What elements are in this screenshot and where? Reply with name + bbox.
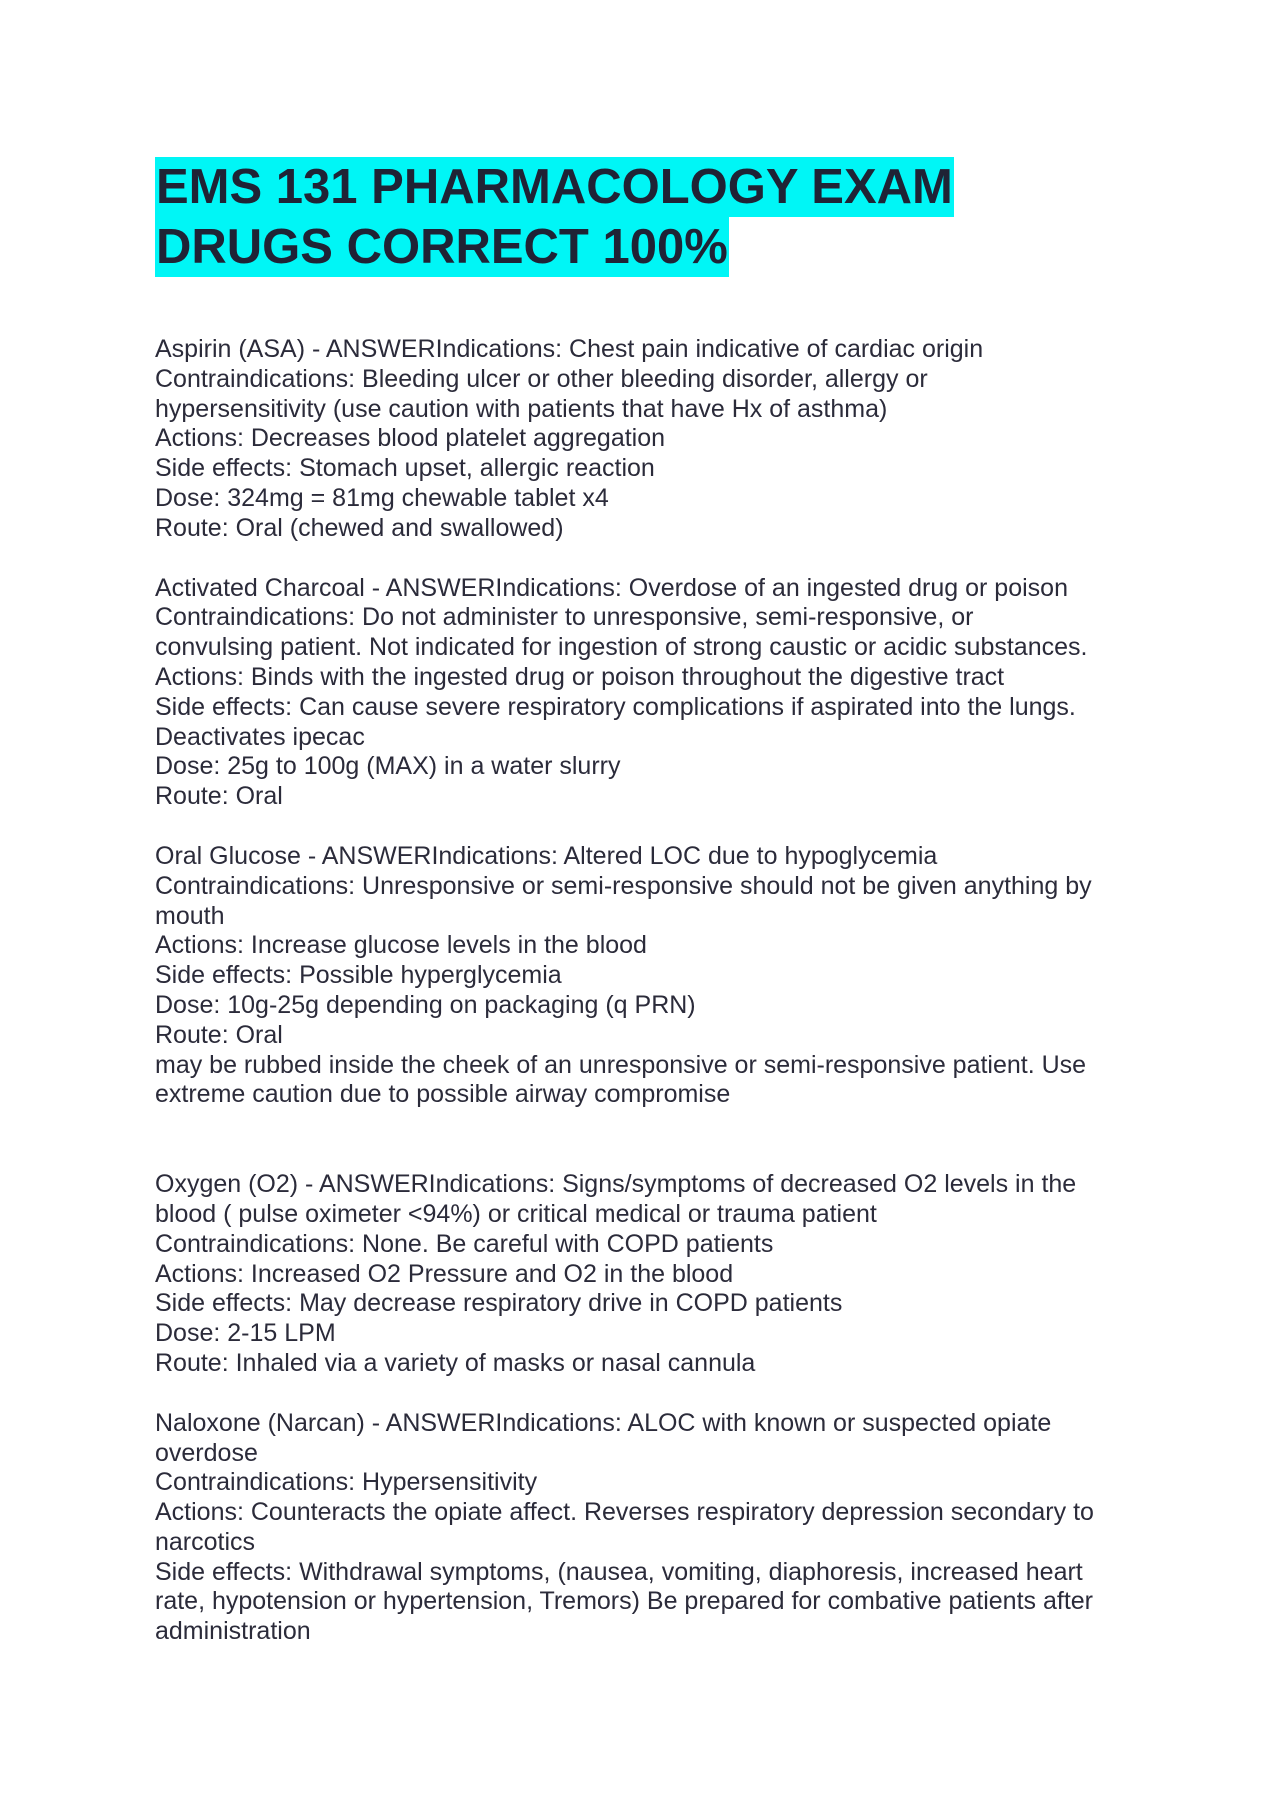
entry-line: overdose [155,1438,258,1467]
entry-line: hypersensitivity (use caution with patients that have Hx of asthma) [155,394,888,423]
entry-line: Contraindications: Do not administer to unresponsive, semi-responsive, or [155,603,974,632]
entry-line: Actions: Binds with the ingested drug or poison throughout the digestive tract [155,662,1005,691]
entry-line: Contraindications: Unresponsive or semi-responsive should not be given anything by [155,871,1092,900]
entry-line: narcotics [155,1527,256,1556]
entry-line: Actions: Decreases blood platelet aggregation [155,424,666,453]
document-page [155,157,1155,1677]
entry-line: convulsing patient. Not indicated for ingestion of strong caustic or acidic substances. [155,633,1088,662]
drug-entry-oral-glucose [155,842,1155,1110]
entry-line: Actions: Counteracts the opiate affect. Reverses respiratory depression secondary to [155,1498,1094,1527]
entry-line: administration [155,1617,311,1646]
entry-line: rate, hypotension or hypertension, Tremors) Be prepared for combative patients after [155,1587,1093,1616]
entry-line: Contraindications: Hypersensitivity [155,1468,538,1497]
entry-line: Activated Charcoal - ANSWERIndications: Overdose of an ingested drug or poison [155,573,1068,602]
entry-line: Route: Oral (chewed and swallowed) [155,513,564,542]
entry-line: Deactivates ipecac [155,722,365,751]
entry-line: Side effects: Withdrawal symptoms, (nausea, vomiting, diaphoresis, increased heart [155,1557,1083,1586]
entry-line: Aspirin (ASA) - ANSWERIndications: Chest pain indicative of cardiac origin [155,335,984,363]
title-line-1: EMS 131 PHARMACOLOGY EXAM [155,157,954,217]
entry-line: blood ( pulse oximeter <94%) or critical medical or trauma patient [155,1199,877,1228]
entry-line: extreme caution due to possible airway compromise [155,1080,731,1109]
document-title [155,157,1155,277]
entry-line: Dose: 2-15 LPM [155,1319,336,1348]
entry-line: Contraindications: None. Be careful with COPD patients [155,1229,774,1258]
entry-line: Dose: 25g to 100g (MAX) in a water slurry [155,752,621,781]
entry-line: Route: Oral [155,782,283,811]
entry-line: Oxygen (O2) - ANSWERIndications: Signs/symptoms of decreased O2 levels in the [155,1170,1077,1199]
entry-line: Route: Oral [155,1020,283,1049]
entry-line: Dose: 10g-25g depending on packaging (q PRN) [155,990,696,1019]
entry-line: Oral Glucose - ANSWERIndications: Altered LOC due to hypoglycemia [155,841,938,870]
entry-line: Actions: Increased O2 Pressure and O2 in the blood [155,1259,734,1288]
entry-line: Contraindications: Bleeding ulcer or other bleeding disorder, allergy or [155,364,928,393]
entry-line: Actions: Increase glucose levels in the blood [155,931,647,960]
drug-entries [155,335,1155,1647]
entry-line: Dose: 324mg = 81mg chewable tablet x4 [155,483,609,512]
drug-entry-oxygen [155,1170,1155,1379]
entry-line: Side effects: May decrease respiratory drive in COPD patients [155,1289,843,1318]
entry-line: Side effects: Stomach upset, allergic reaction [155,454,655,483]
title-line-2: DRUGS CORRECT 100% [155,217,729,277]
drug-entry-aspirin [155,335,1155,544]
entry-line: Naloxone (Narcan) - ANSWERIndications: ALOC with known or suspected opiate [155,1408,1052,1437]
entry-line: mouth [155,901,225,930]
entry-line: Route: Inhaled via a variety of masks or nasal cannula [155,1348,756,1377]
entry-line: may be rubbed inside the cheek of an unresponsive or semi-responsive patient. Use [155,1050,1087,1079]
drug-entry-activated-charcoal [155,574,1155,812]
drug-entry-naloxone [155,1409,1155,1647]
entry-line: Side effects: Can cause severe respiratory complications if aspirated into the lungs. [155,692,1076,721]
entry-line: Side effects: Possible hyperglycemia [155,961,562,990]
